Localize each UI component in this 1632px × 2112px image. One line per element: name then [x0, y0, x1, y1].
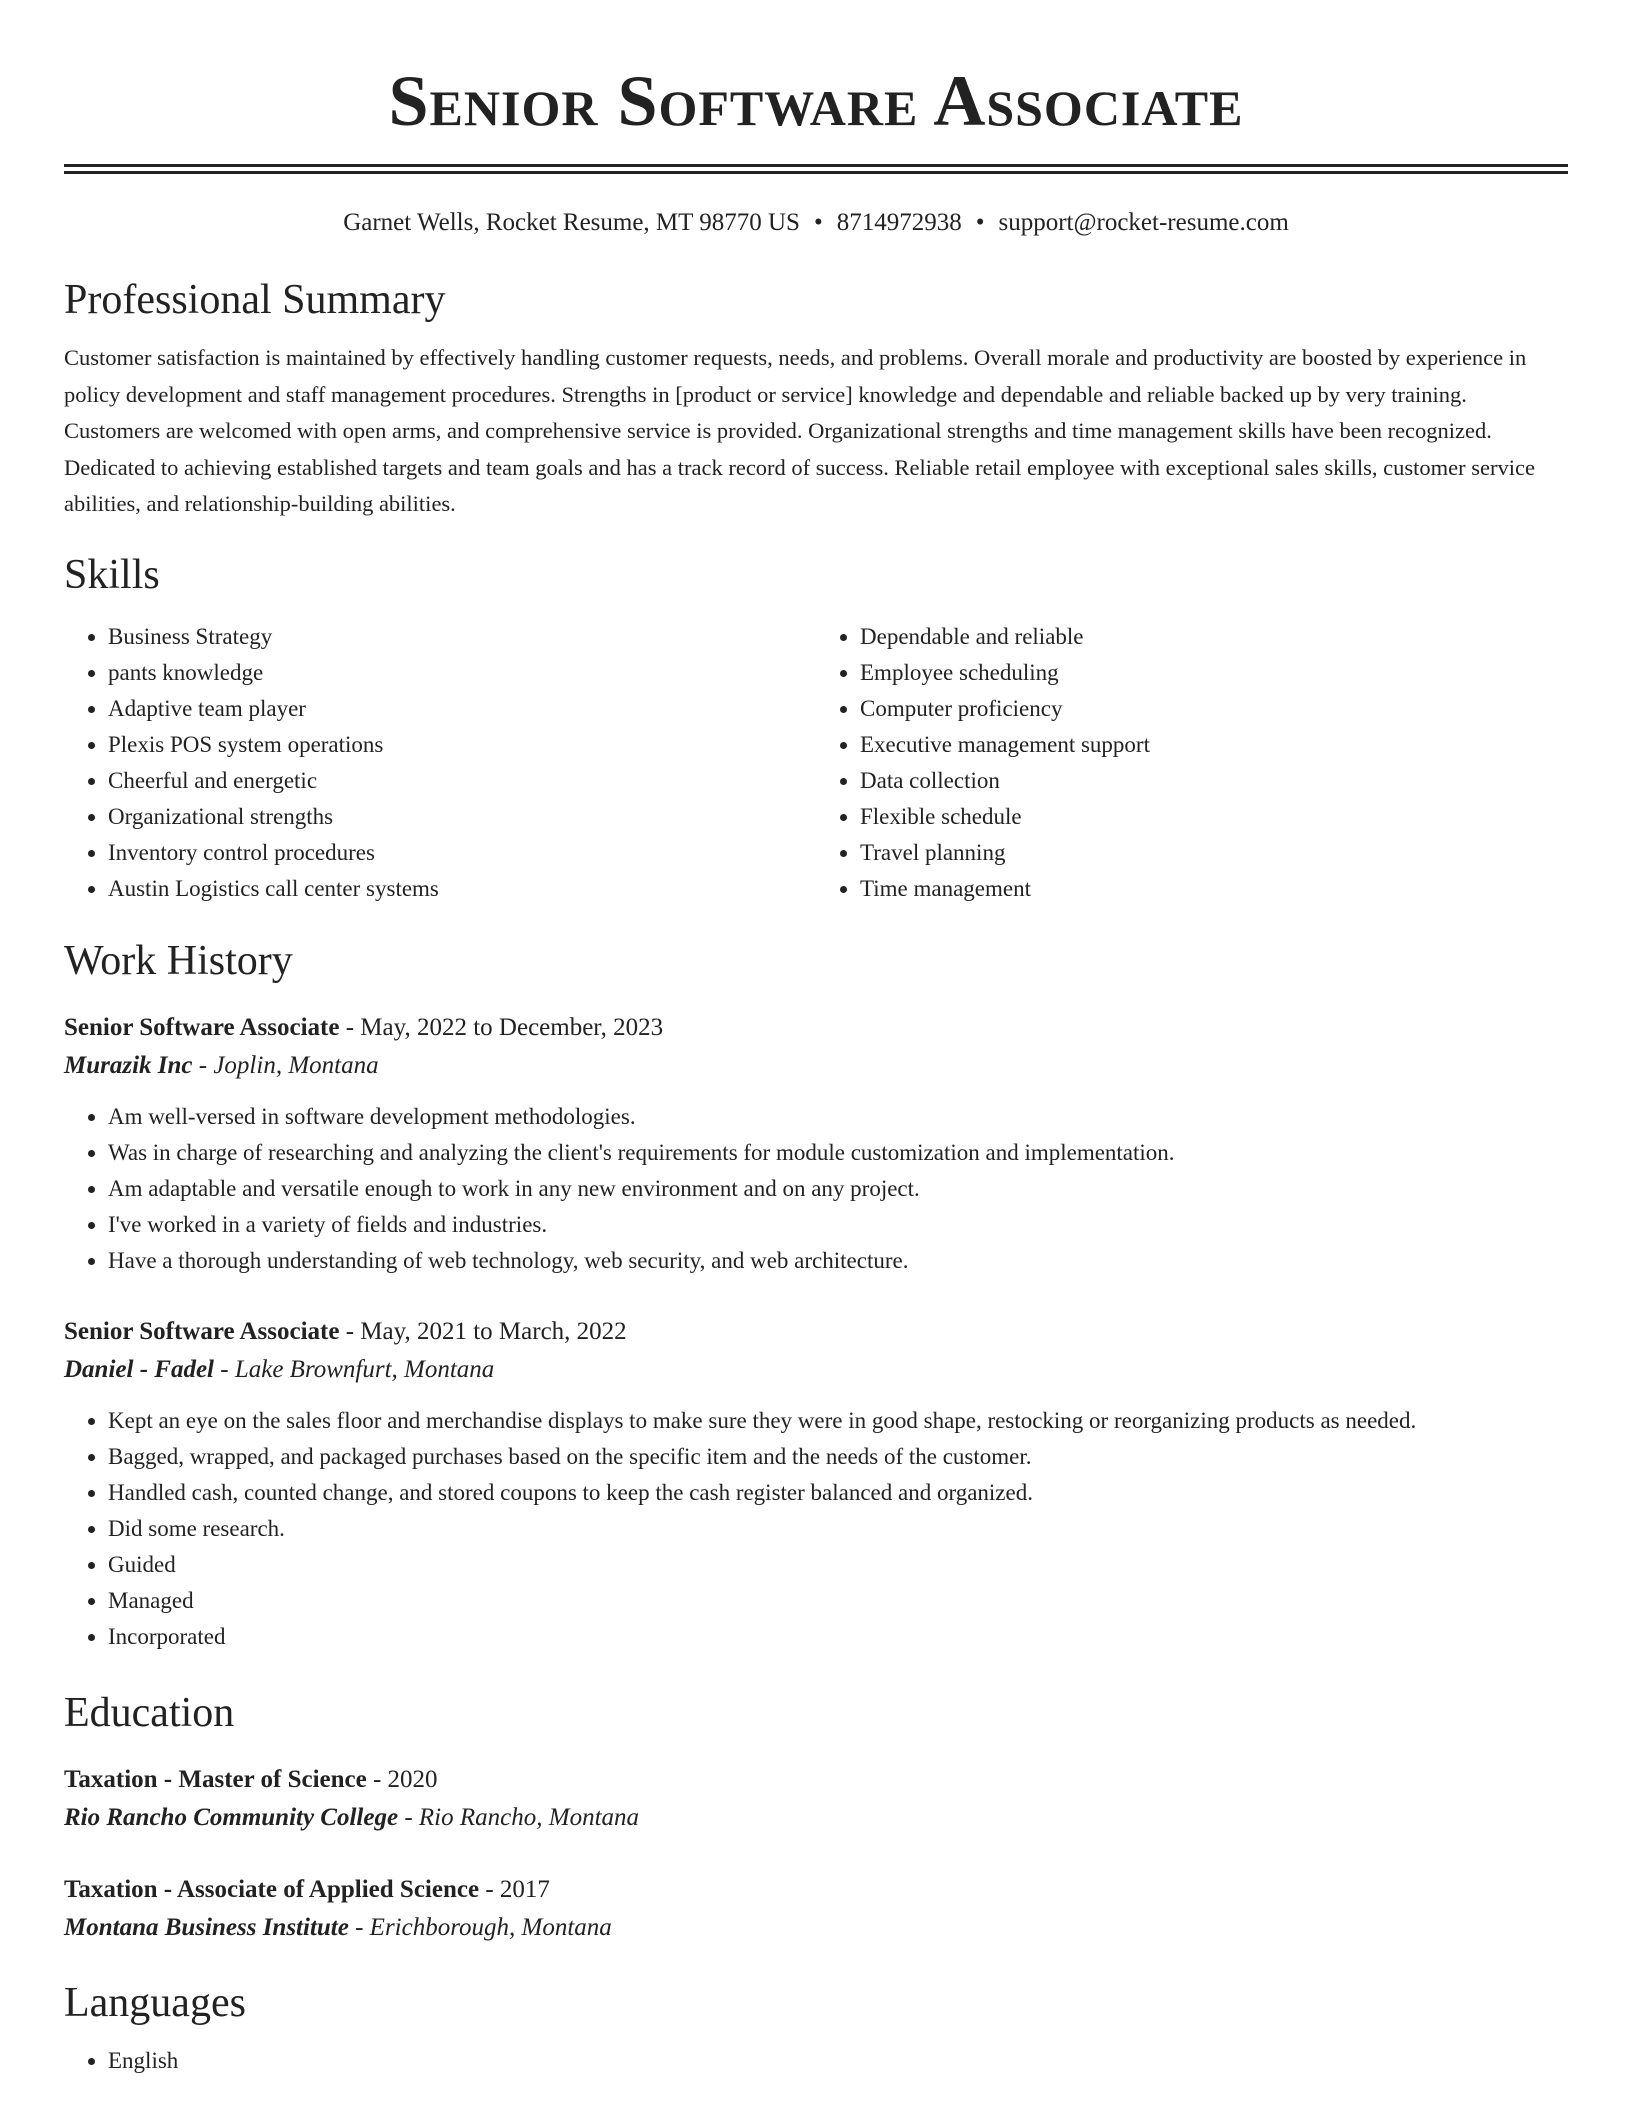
skill-item: • Employee scheduling: [860, 655, 1568, 691]
skill-item: • Flexible schedule: [860, 799, 1568, 835]
skill-item: • Organizational strengths: [108, 799, 816, 835]
skill-item: • Executive management support: [860, 727, 1568, 763]
job-bullet: • Was in charge of researching and analyzing the client's requirements for module customization and implementation.: [108, 1135, 1568, 1171]
skill-item: • Adaptive team player: [108, 691, 816, 727]
language-item: • English: [108, 2043, 1568, 2079]
degree-year: - 2017: [479, 1875, 550, 1903]
job-bullet: • Kept an eye on the sales floor and merchandise displays to make sure they were in good shape, restocking or reorganizing products as needed.: [108, 1403, 1568, 1439]
job-bullet: • Handled cash, counted change, and stored coupons to keep the cash register balanced and organized.: [108, 1475, 1568, 1511]
skills-heading: Skills: [64, 551, 160, 598]
degree-line: [64, 1761, 1568, 1799]
skill-item: • Plexis POS system operations: [108, 727, 816, 763]
title-double-rule: [64, 164, 1568, 174]
school-location: - Rio Rancho, Montana: [398, 1803, 640, 1831]
summary-text: Customer satisfaction is maintained by effectively handling customer requests, needs, and problems. Overall morale and productivity are boosted by experience in policy development and staff management procedures. Strengths in [product or service] knowledge and dependable and reliable backed up by very training. Customers are welcomed with open arms, and comprehensive service is provided. Organizational strengths and time management skills have been recognized. Dedicated to achieving established targets and team goals and has a track record of success. Reliable retail employee with exceptional sales skills, customer service abilities, and relationship-building abilities.: [64, 345, 1535, 516]
job-entry: [64, 1313, 1568, 1655]
skill-item: • Computer proficiency: [860, 691, 1568, 727]
languages-heading: Languages: [64, 1979, 246, 2026]
job-bullet: • Am adaptable and versatile enough to work in any new environment and on any project.: [108, 1171, 1568, 1207]
job-location: - Joplin, Montana: [192, 1051, 379, 1079]
school-location: - Erichborough, Montana: [348, 1913, 612, 1941]
job-company: Murazik Inc: [64, 1051, 193, 1079]
skill-item: • Austin Logistics call center systems: [108, 871, 816, 907]
languages-list: [64, 2043, 1568, 2079]
school: Montana Business Institute: [64, 1913, 349, 1941]
job-company-line: [64, 1047, 1568, 1085]
job-title-line: [64, 1009, 1568, 1047]
degree: Taxation - Master of Science: [64, 1765, 367, 1793]
degree: Taxation - Associate of Applied Science: [64, 1875, 480, 1903]
work-history-heading: Work History: [64, 937, 293, 984]
skills-left-list: [64, 619, 816, 907]
skill-item: • Dependable and reliable: [860, 619, 1568, 655]
job-bullet: • Bagged, wrapped, and packaged purchases based on the specific item and the needs of the customer.: [108, 1439, 1568, 1475]
skill-item: • Time management: [860, 871, 1568, 907]
job-bullet: • Managed: [108, 1583, 1568, 1619]
job-bullet: • Incorporated: [108, 1619, 1568, 1655]
education-heading: Education: [64, 1689, 235, 1736]
education-entry: [64, 1871, 1568, 1947]
job-bullet: • Guided: [108, 1547, 1568, 1583]
job-location: - Lake Brownfurt, Montana: [214, 1355, 495, 1383]
job-title: Senior Software Associate: [64, 1013, 340, 1041]
skills-right-list: [816, 619, 1568, 907]
skill-item: • Inventory control procedures: [108, 835, 816, 871]
school: Rio Rancho Community College: [64, 1803, 399, 1831]
skill-item: • Business Strategy: [108, 619, 816, 655]
job-bullet: • I've worked in a variety of fields and industries.: [108, 1207, 1568, 1243]
skills-columns: [64, 619, 1568, 907]
job-bullet: • Have a thorough understanding of web technology, web security, and web architecture.: [108, 1243, 1568, 1279]
contact-email: support@rocket-resume.com: [998, 209, 1289, 236]
summary-heading: Professional Summary: [64, 277, 446, 323]
resume-page: [64, 0, 1568, 2079]
job-company-line: [64, 1351, 1568, 1389]
contact-phone: 8714972938: [836, 209, 962, 236]
bullet-separator: •: [813, 209, 823, 236]
bullet-separator: •: [975, 209, 985, 236]
contact-line: [64, 206, 1568, 240]
skill-item: • Travel planning: [860, 835, 1568, 871]
education-entry: [64, 1761, 1568, 1837]
job-bullets: [64, 1403, 1568, 1655]
skill-item: • pants knowledge: [108, 655, 816, 691]
degree-year: - 2020: [366, 1765, 438, 1793]
job-bullets: [64, 1099, 1568, 1279]
job-entry: [64, 1009, 1568, 1279]
school-line: [64, 1909, 1568, 1947]
job-bullet: • Am well-versed in software development methodologies.: [108, 1099, 1568, 1135]
job-dates: - May, 2022 to December, 2023: [339, 1013, 664, 1041]
job-dates: - May, 2021 to March, 2022: [339, 1317, 627, 1345]
job-company: Daniel - Fadel: [64, 1355, 214, 1383]
resume-title: Senior Software Associate: [388, 61, 1244, 141]
languages-section: [64, 2043, 1568, 2079]
skill-item: • Cheerful and energetic: [108, 763, 816, 799]
contact-address: Garnet Wells, Rocket Resume, MT 98770 US: [343, 209, 800, 236]
degree-line: [64, 1871, 1568, 1909]
school-line: [64, 1799, 1568, 1837]
skill-item: • Data collection: [860, 763, 1568, 799]
job-title-line: [64, 1313, 1568, 1351]
job-title: Senior Software Associate: [64, 1317, 340, 1345]
job-bullet: • Did some research.: [108, 1511, 1568, 1547]
